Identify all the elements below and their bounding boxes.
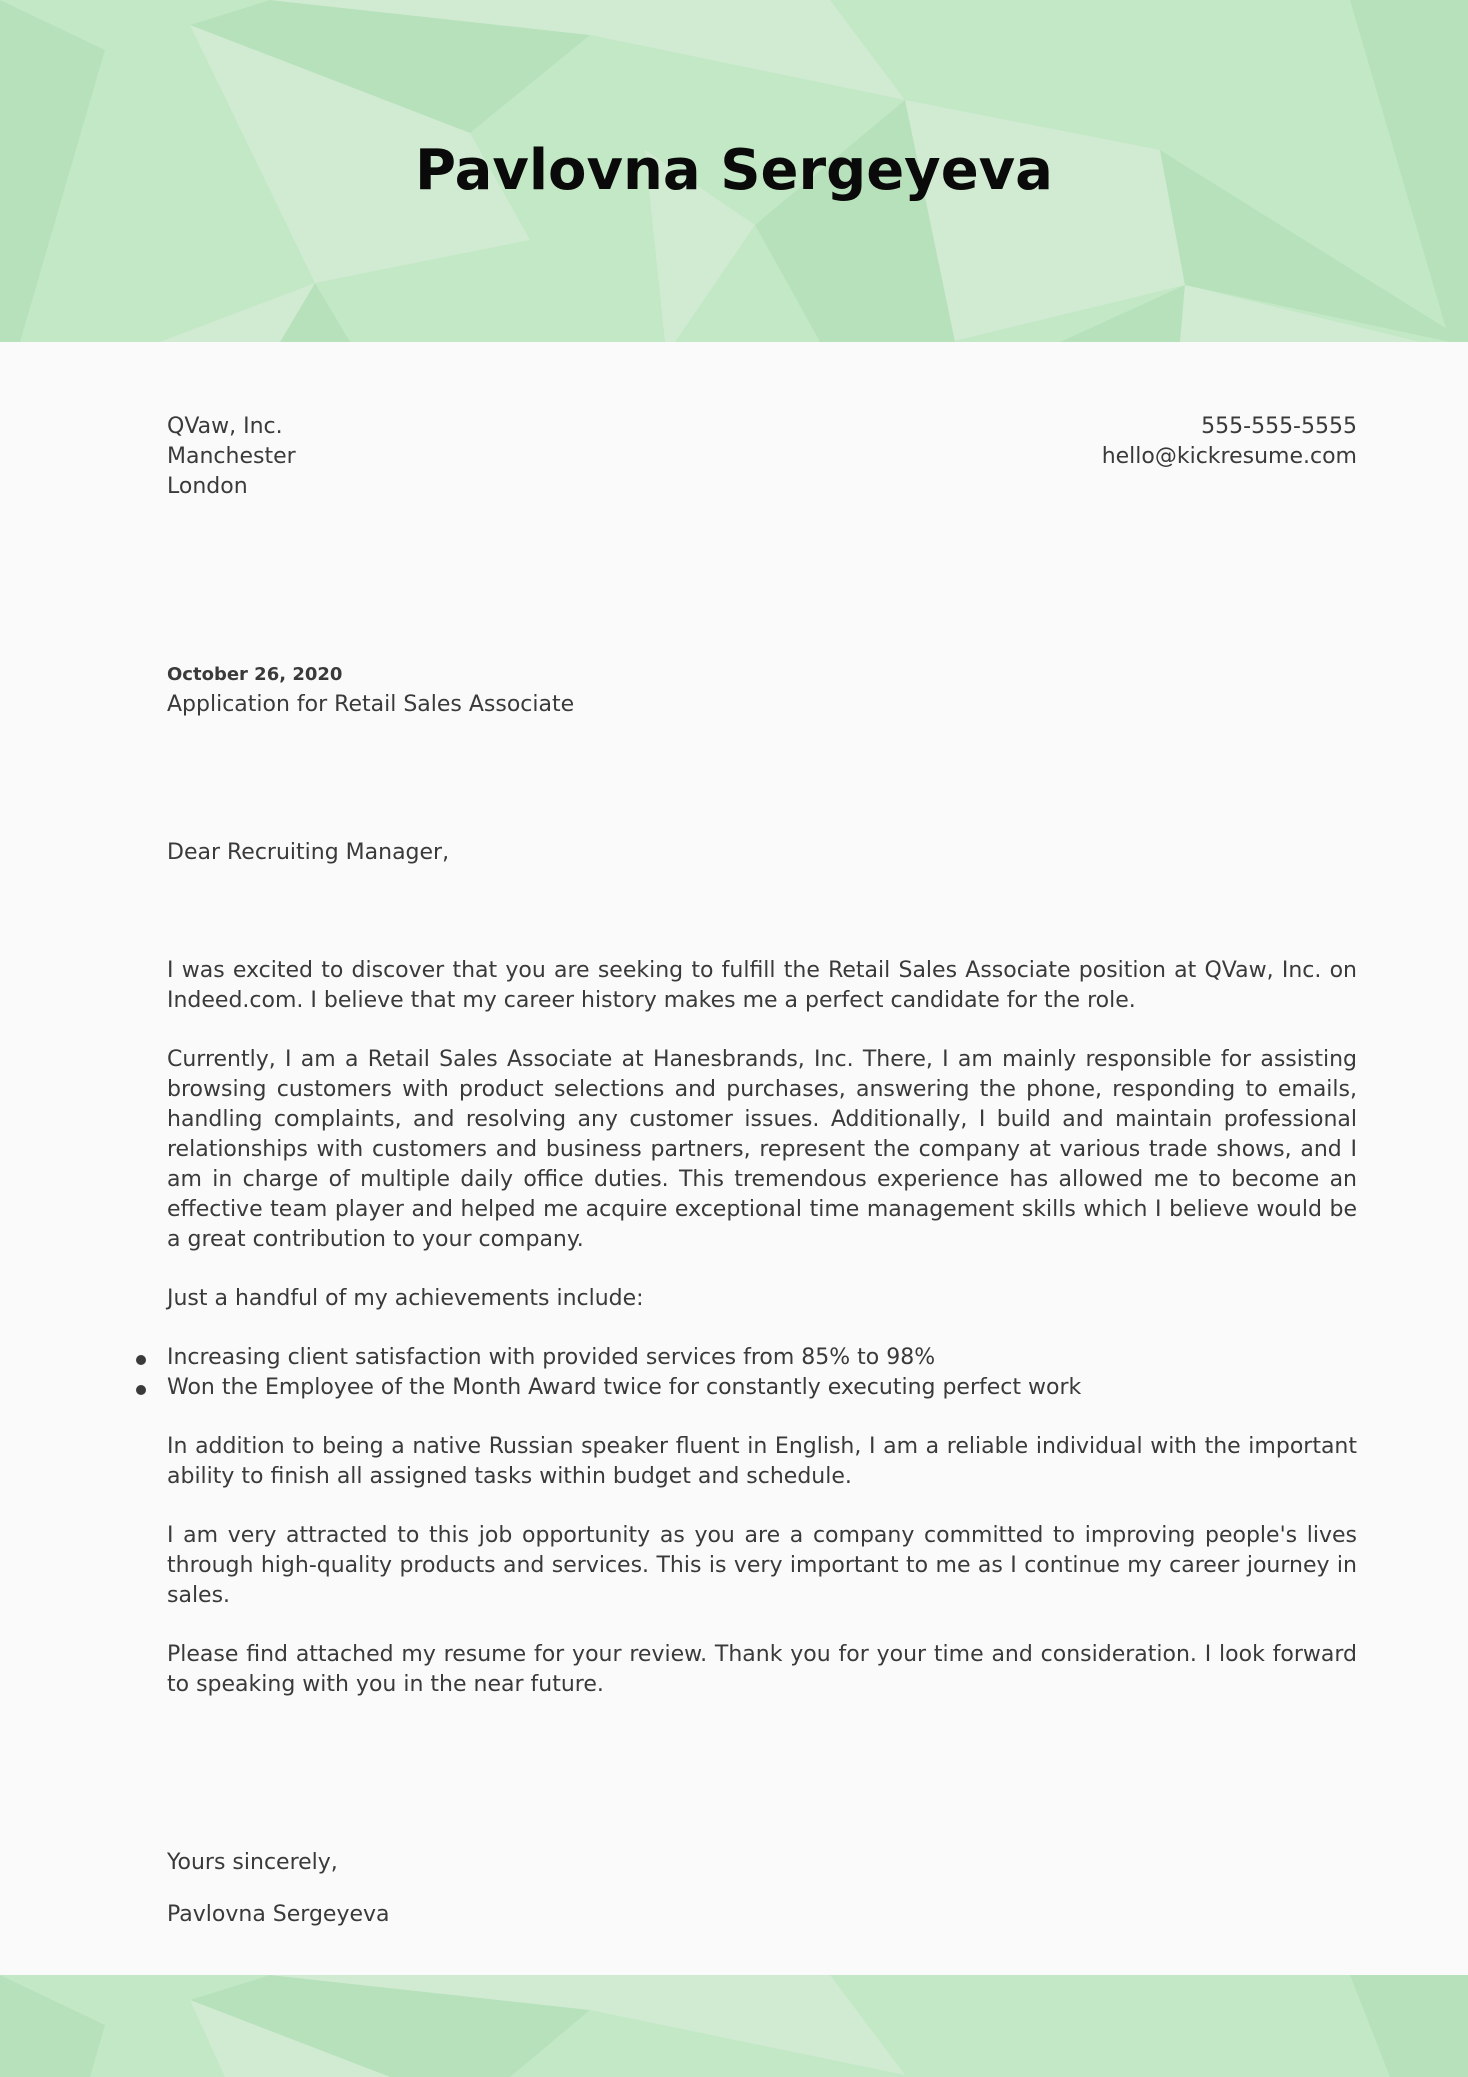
- recipient-company: QVaw, Inc.: [167, 414, 283, 439]
- closing-salutation: Yours sincerely,: [167, 1850, 338, 1875]
- signature-name: Pavlovna Sergeyeva: [167, 1902, 390, 1927]
- address-row: [167, 412, 1357, 502]
- list-item: Won the Employee of the Month Award twice for constantly executing perfect work: [167, 1373, 1357, 1403]
- letter-subject: Application for Retail Sales Associate: [167, 692, 575, 717]
- paragraph-skills: In addition to being a native Russian speaker fluent in English, I am a reliable individual with the important ability to finish all assigned tasks within budget and schedule.: [167, 1434, 1357, 1489]
- sender-contact: [1102, 412, 1357, 502]
- polygon-background: [0, 1975, 1468, 2077]
- recipient-city: Manchester: [167, 444, 296, 469]
- footer-banner: [0, 1975, 1468, 2077]
- header-banner: [0, 0, 1468, 342]
- paragraph-closing: Please find attached my resume for your review. Thank you for your time and consideration. I look forward to speaking with you in the near future.: [167, 1642, 1357, 1697]
- recipient-address: [167, 412, 296, 502]
- list-item: Increasing client satisfaction with provided services from 85% to 98%: [167, 1343, 1357, 1373]
- letter-date: October 26, 2020: [167, 664, 343, 685]
- greeting: Dear Recruiting Manager,: [167, 840, 450, 865]
- achievements-list: [167, 1343, 1357, 1403]
- letter-body: [167, 412, 1357, 1930]
- paragraph-achievements-intro: Just a handful of my achievements include:: [167, 1286, 644, 1311]
- page-title: Pavlovna Sergeyeva: [415, 138, 1053, 203]
- paragraph-experience: Currently, I am a Retail Sales Associate at Hanesbrands, Inc. There, I am mainly responsible for assisting browsing customers with product selections and purchases, answering the phone, responding to emails, handling complaints, and resolving any customer issues. Additionally, I build and maintain professional relationships with customers and business partners, represent the company at various trade shows, and I am in charge of multiple daily office duties. This tremendous experience has allowed me to become an effective team player and helped me acquire exceptional time management skills which I believe would be a great contribution to your company.: [167, 1047, 1357, 1252]
- phone-number: 555-555-5555: [1201, 414, 1357, 439]
- email-address: hello@kickresume.com: [1101, 444, 1357, 469]
- paragraph-motivation: I am very attracted to this job opportunity as you are a company committed to improving people's lives through high-quality products and services. This is very important to me as I continue my career journey in sales.: [167, 1523, 1357, 1608]
- recipient-region: London: [167, 474, 248, 499]
- paragraph-intro: I was excited to discover that you are seeking to fulfill the Retail Sales Associate position at QVaw, Inc. on Indeed.com. I believe that my career history makes me a perfect candidate for the role.: [167, 958, 1357, 1013]
